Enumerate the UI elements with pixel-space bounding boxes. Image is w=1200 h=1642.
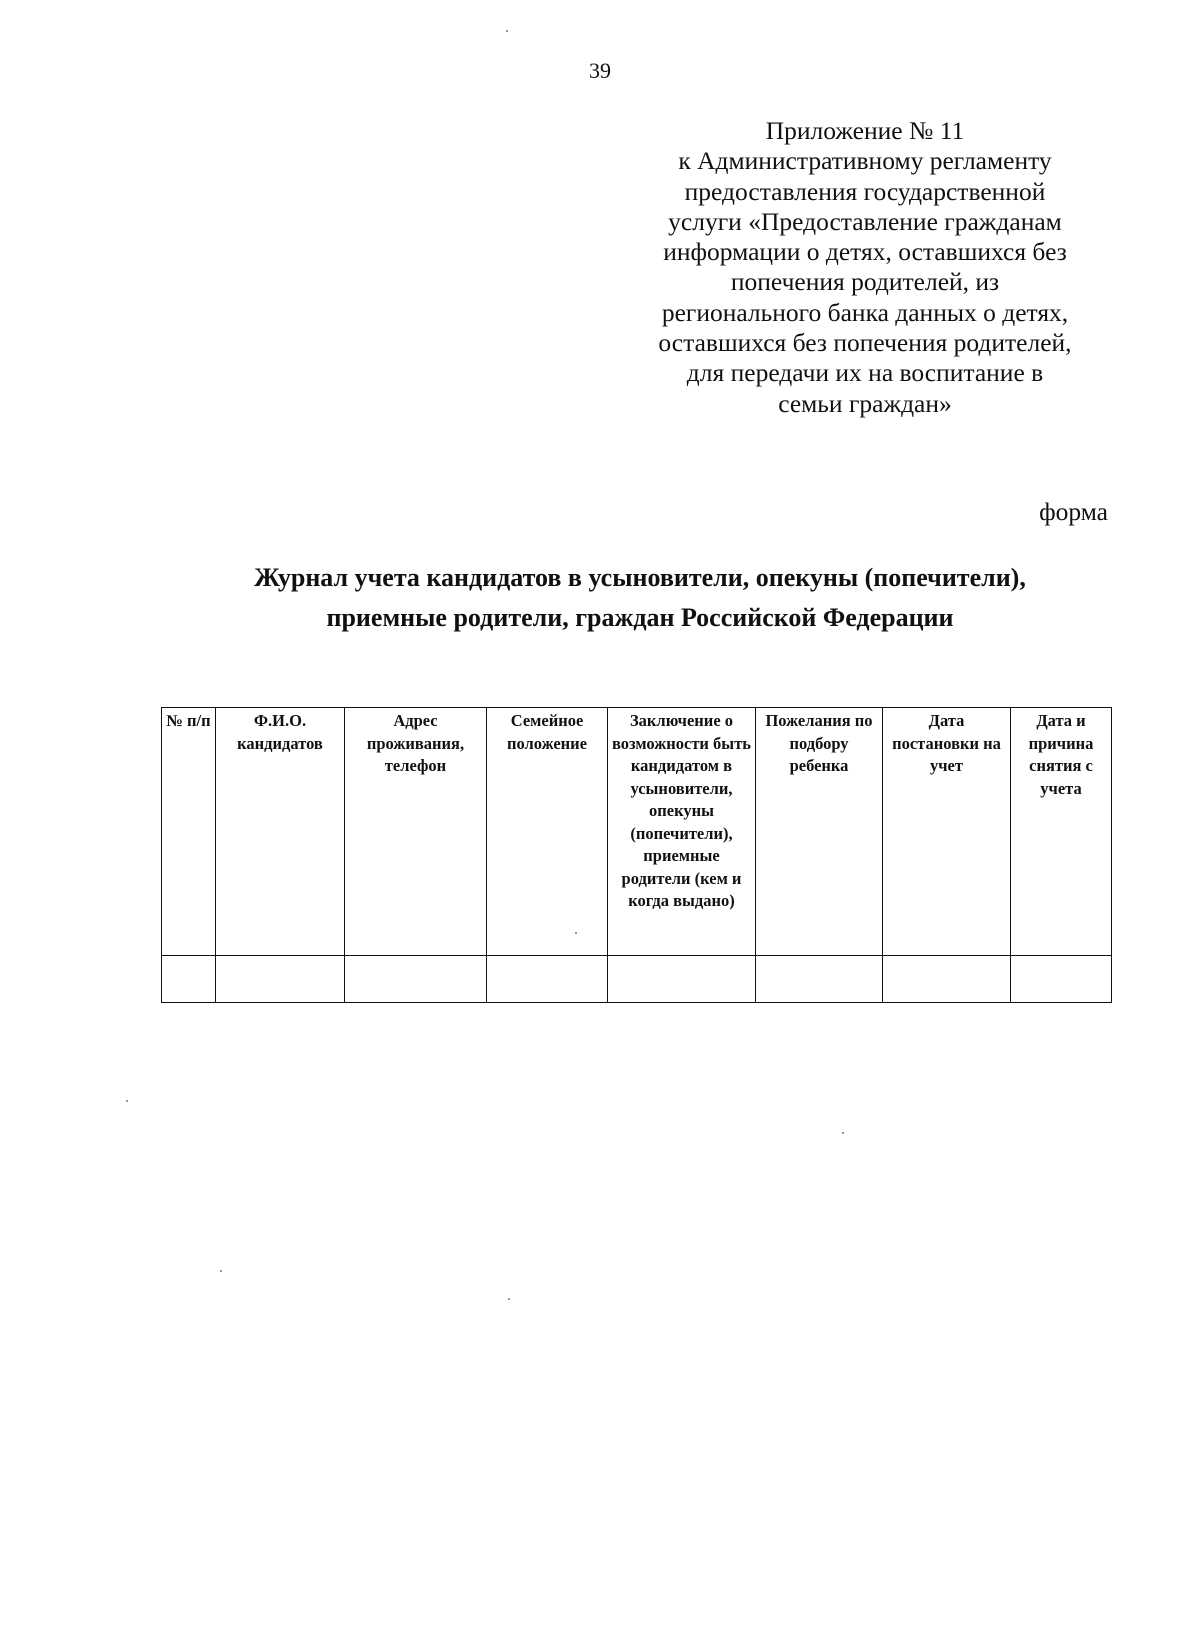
document-title xyxy=(160,558,1120,638)
appendix-line: попечения родителей, из xyxy=(730,267,1000,297)
appendix-line: оставшихся без попечения родителей, xyxy=(658,328,1072,358)
table-cell xyxy=(1011,956,1112,1003)
form-label: форма xyxy=(1039,497,1108,526)
column-header-number: № п/п xyxy=(162,708,216,956)
scan-speck xyxy=(126,1100,128,1102)
page-number: 39 xyxy=(589,58,611,83)
column-header-registration-date: Дата постановки на учет xyxy=(883,708,1011,956)
column-header-conclusion: Заключение о возможности быть кандидатом в усыновители, опекуны (попечители), приемные родители (кем и когда выдано) xyxy=(608,708,756,956)
scan-speck xyxy=(842,1132,844,1134)
appendix-line: предоставления государственной xyxy=(684,176,1046,206)
appendix-header xyxy=(620,116,1110,419)
appendix-line: для передачи их на воспитание в xyxy=(686,358,1044,388)
appendix-line: регионального банка данных о детях, xyxy=(661,297,1069,327)
appendix-line: к Административному регламенту xyxy=(678,146,1052,176)
table-cell xyxy=(608,956,756,1003)
table-cell xyxy=(756,956,883,1003)
table-cell xyxy=(345,956,487,1003)
scan-speck xyxy=(508,1298,510,1300)
table-cell xyxy=(487,956,608,1003)
journal-table xyxy=(161,707,1112,1003)
document-title-line: Журнал учета кандидатов в усыновители, опекуны (попечители), xyxy=(254,563,1026,592)
scan-speck xyxy=(220,1270,222,1272)
column-header-wishes: Пожелания по подбору ребенка xyxy=(756,708,883,956)
scan-speck xyxy=(575,932,577,934)
scan-speck xyxy=(506,30,508,32)
appendix-line: Приложение № 11 xyxy=(765,116,965,145)
column-header-removal: Дата и причина снятия с учета xyxy=(1011,708,1112,956)
table-cell xyxy=(216,956,345,1003)
table-row xyxy=(162,956,1112,1003)
column-header-fullname: Ф.И.О. кандидатов xyxy=(216,708,345,956)
column-header-address: Адрес проживания, телефон xyxy=(345,708,487,956)
table-header-row xyxy=(162,708,1112,956)
appendix-line: информации о детях, оставшихся без xyxy=(663,237,1067,267)
appendix-line: семьи граждан» xyxy=(778,388,952,418)
table-cell xyxy=(883,956,1011,1003)
table-cell xyxy=(162,956,216,1003)
appendix-line: услуги «Предоставление гражданам xyxy=(668,206,1062,236)
column-header-marital-status: Семейное положение xyxy=(487,708,608,956)
document-title-line: приемные родители, граждан Российской Федерации xyxy=(326,603,954,632)
